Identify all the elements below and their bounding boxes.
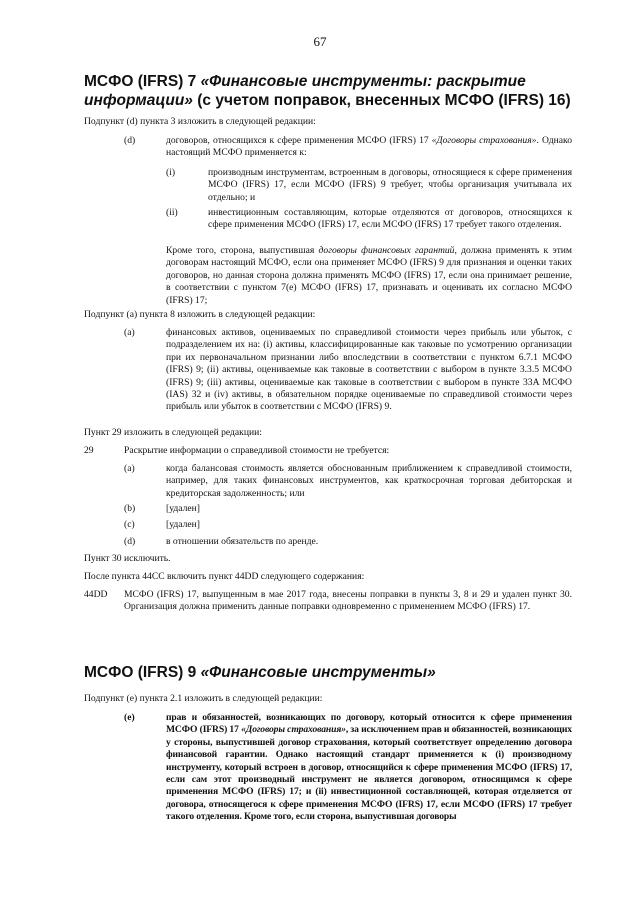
section-1-title-italic: «Финансовые инструменты: раскрытие — [200, 73, 526, 90]
item-a-label: (a) — [124, 327, 135, 338]
p44dd-text: МСФО (IFRS) 17, выпущенным в мае 2017 года, внесены поправки в пункты 3, 8 и 29 и удален пункт 30. Организация должна применить данные поправки одновременно с применением МСФО (IFRS) 17. — [124, 589, 572, 613]
sub-i-text: производным инструментам, встроенным в договоры, относящиеся к сфере применения МСФО (IFRS) 17, если МСФО (IFRS) 9 требует, чтобы организация учитывала их отдельно; и — [208, 167, 572, 203]
item-e-label: (e) — [124, 712, 135, 723]
sub-i-label: (i) — [166, 167, 176, 178]
p29c-text: [удален] — [166, 519, 200, 530]
p29-text: Раскрытие информации о справедливой стоимости не требуется: — [124, 445, 390, 456]
sub-ii-label: (ii) — [166, 207, 178, 218]
item-d-text — [166, 135, 572, 160]
section-2-title-main: МСФО (IFRS) 9 — [84, 664, 201, 681]
p29a-text: когда балансовая стоимость является обоснованным приближением к справедливой стоимости, например, для таких финансовых инструментов, как краткосрочная торговая дебиторская и кредиторская задолженность; или — [166, 463, 572, 499]
item-e-text-b: , за исключением прав и обязанностей, возникающих у стороны, выпустившей договор страхования, который соответствует определению договора финансовой гарантии. Однако настоящий стандарт применяется к (i) производному инструменту, который встроен в договор, относящийся к сфере применения МСФО (IFRS) 17, если сам этот производный инструмент не является договором, относящимся к сфере применения МСФО (IFRS) 17; и (ii) инвестиционной составляющей, которая отделяется от договора, относящегося к сфере применения МСФО (IFRS) 17, если МСФО (IFRS) 17 требует такого отделения. Кроме того, если сторона, выпустившая договоры — [166, 724, 572, 823]
p29b-label: (b) — [124, 503, 136, 514]
item-e-text-a: прав и обязанностей, возникающих по договору, который относится к сфере применения МСФО (IFRS) 17 — [166, 712, 572, 736]
intro-3d: Подпункт (d) пункта 3 изложить в следующей редакции: — [84, 116, 316, 127]
p29c-label: (c) — [124, 519, 135, 530]
p29b-text: [удален] — [166, 503, 200, 514]
section-2-title — [84, 663, 574, 682]
p29-label: 29 — [84, 445, 94, 456]
item-e-text-italic: «Договоры страхования» — [241, 724, 346, 736]
item-d-cont-a: Кроме того, сторона, выпустившая — [166, 245, 319, 256]
item-d-cont-b: , должна применять к этим договорам настоящий МСФО, если она применяет МСФО (IFRS) 9 для признания и оценки таких договоров, но данная сторона должна применять МСФО (IFRS) 17, если она принимает решение, в соответствии с пунктом 7(e) МСФО (IFRS) 17, признавать и оценивать их согласно МСФО (IFRS) 17; — [166, 245, 572, 306]
p30-delete: Пункт 30 исключить. — [84, 553, 171, 564]
item-a-text: финансовых активов, оцениваемых по справедливой стоимости через прибыль или убыток, с подразделением их на: (i) активы, классифицированные как таковые по усмотрению организации при их первоначальном признании либо впоследствии в соответствии с пунктом 6.7.1 МСФО (IFRS) 9; (ii) активы, оцениваемые как таковые в соответствии с выбором в пункте 3.3.5 МСФО (IFRS) 9; (iii) активы, оцениваемые как таковые в соответствии с выбором в пункте 33A МСФО (IAS) 32 и (iv) активы, в обязательном порядке оцениваемые по справедливой стоимости через прибыль или убыток в соответствии с МСФО (IFRS) 9. — [166, 327, 572, 413]
section-2-title-italic: «Финансовые инструменты» — [200, 664, 436, 681]
item-e-text — [166, 712, 572, 824]
section-1-title — [84, 72, 574, 110]
item-d-label: (d) — [124, 135, 136, 146]
sub-ii-text: инвестиционным составляющим, которые отделяются от договоров, относящихся к сфере применения МСФО (IFRS) 17, если МСФО (IFRS) 17 требует такого отделения. — [208, 207, 572, 231]
section-1-title-main: МСФО (IFRS) 7 — [84, 73, 201, 90]
p29d-text: в отношении обязательств по аренде. — [166, 536, 319, 547]
p29a-label: (a) — [124, 463, 135, 474]
section-1-title-line2-rest: (с учетом поправок, внесенных МСФО (IFRS) 16) — [192, 92, 571, 109]
item-d-continuation — [166, 245, 572, 307]
intro-8a: Подпункт (a) пункта 8 изложить в следующей редакции: — [84, 309, 316, 320]
item-d-text-a: договоров, относящихся к сфере применения МСФО (IFRS) 17 — [166, 135, 432, 146]
intro-2-1e: Подпункт (e) пункта 2.1 изложить в следующей редакции: — [84, 693, 323, 704]
p29d-label: (d) — [124, 536, 136, 547]
intro-29: Пункт 29 изложить в следующей редакции: — [84, 427, 262, 438]
item-d-text-italic: «Договоры страхования» — [431, 135, 537, 146]
section-1-title-line2-italic: информации» — [84, 92, 193, 109]
item-d-cont-italic: договоры финансовых гарантий — [318, 245, 455, 256]
intro-44dd: После пункта 44CC включить пункт 44DD следующего содержания: — [84, 571, 365, 582]
p44dd-label: 44DD — [84, 589, 108, 600]
item-d-text-b: . Однако настоящий МСФО применяется к: — [166, 135, 572, 159]
page-number: 67 — [313, 34, 327, 49]
